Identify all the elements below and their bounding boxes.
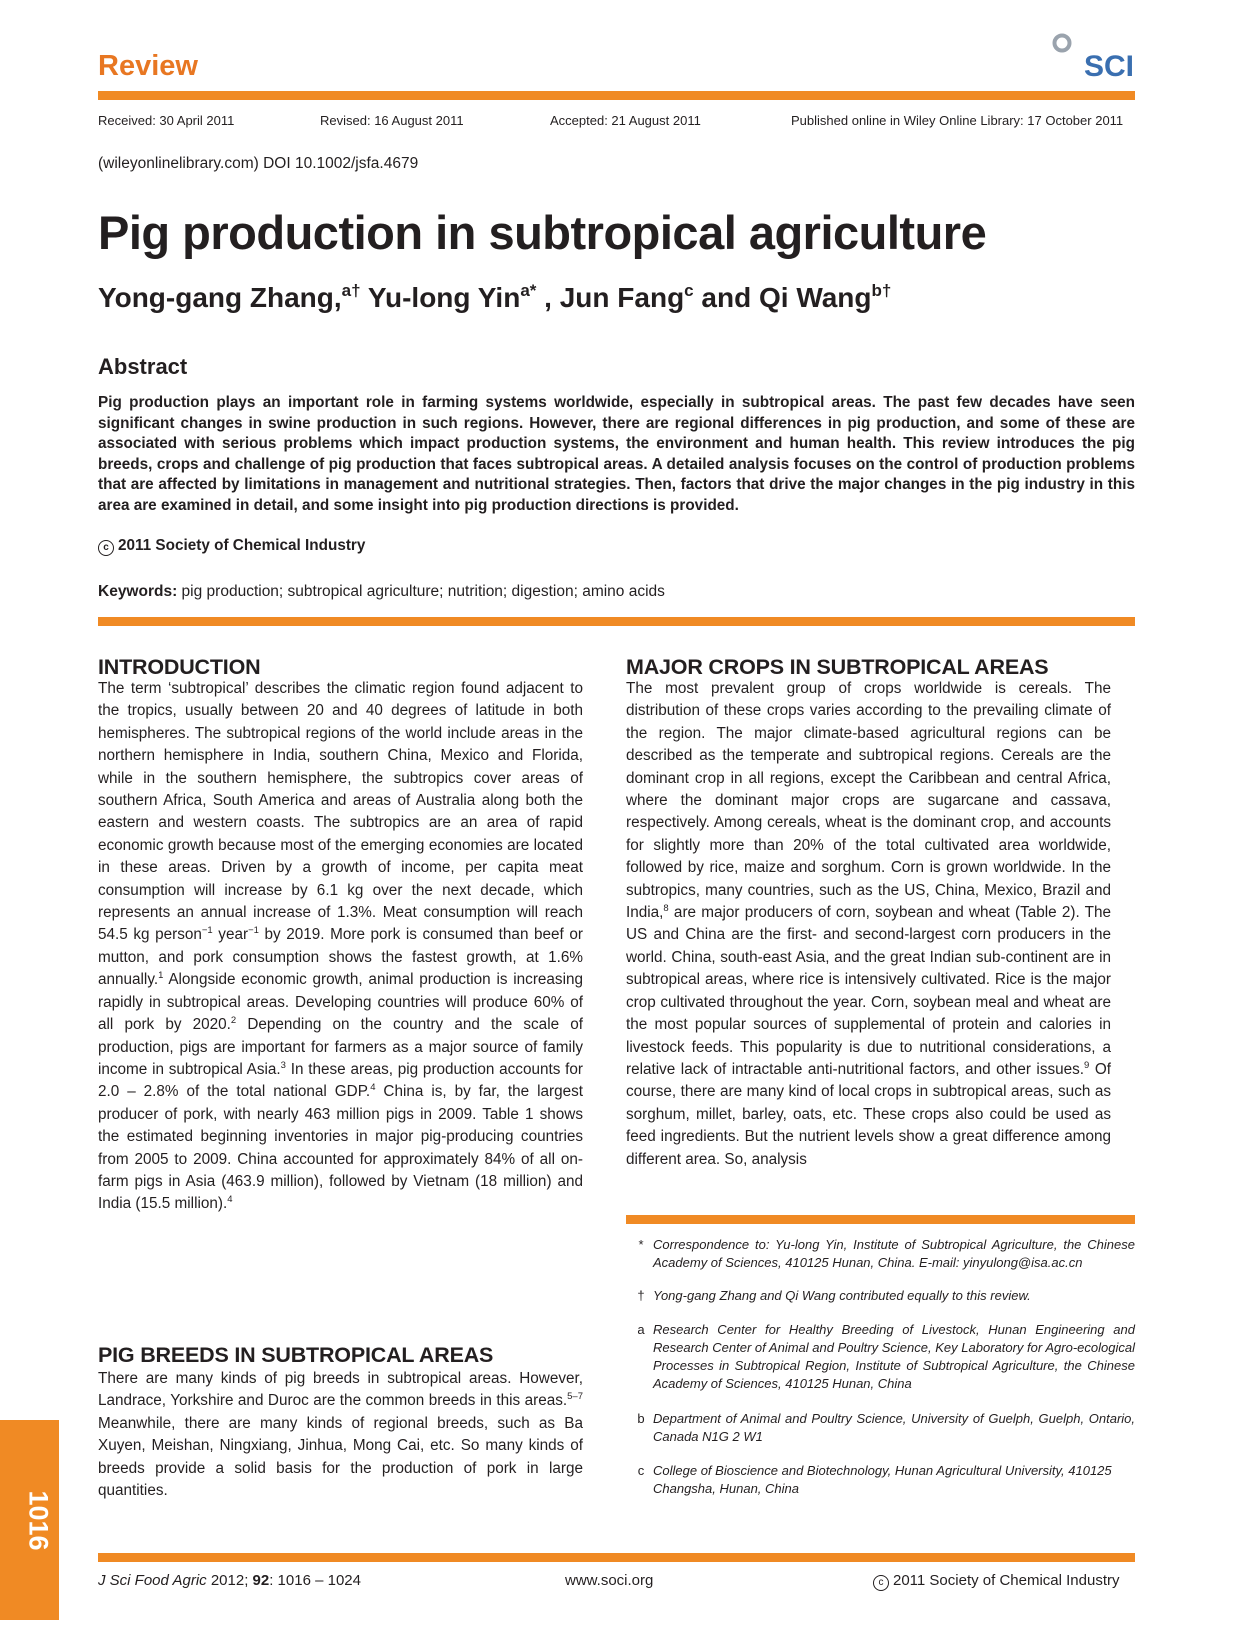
citation-superscript: 5–7 bbox=[567, 1391, 583, 1403]
header-rule bbox=[98, 91, 1135, 100]
journal-name: J Sci Food Agric bbox=[98, 1572, 207, 1589]
pig-breeds-text: There are many kinds of pig breeds in subtropical areas. However, Landrace, Yorkshire and Duroc are the common breeds in this areas.$^{5-7}$ Meanwhile, there are many kinds of regional breeds, such as Ba Xuyen, Meishan, Ningxiang, Jinhua, Mong Cai, etc. So many kinds of breeds provide a solid basis for the production of pork in large quantities. bbox=[98, 1370, 583, 1500]
footnote-mark: b bbox=[637, 1411, 645, 1426]
footnote-affiliation-a bbox=[633, 1321, 1135, 1393]
introduction-heading: INTRODUCTION bbox=[98, 655, 261, 679]
footnote-correspondence bbox=[633, 1236, 1135, 1272]
citation-superscript: −1 bbox=[248, 925, 259, 937]
abstract-rule bbox=[98, 617, 1135, 626]
journal-volume: 92 bbox=[252, 1572, 270, 1589]
sci-logo bbox=[1050, 30, 1136, 82]
journal-year: 2012; bbox=[206, 1572, 253, 1589]
footnote-affiliation-b bbox=[633, 1410, 1135, 1446]
footnote-mark: † bbox=[637, 1288, 645, 1303]
page-number: 1016 bbox=[23, 1490, 54, 1551]
keywords-text: pig production; subtropical agriculture; nutrition; digestion; amino acids bbox=[177, 583, 665, 600]
citation-superscript: −1 bbox=[201, 925, 213, 937]
citation-superscript: 8 bbox=[663, 903, 669, 915]
copyright-icon: c bbox=[873, 1575, 889, 1591]
abstract-copyright-text: 2011 Society of Chemical Industry bbox=[118, 537, 366, 554]
citation-superscript: 4 bbox=[370, 1082, 376, 1094]
section-label: Review bbox=[98, 50, 198, 82]
author-name: Yong-gang Zhang, bbox=[98, 282, 342, 313]
footnote-text: Research Center for Healthy Breeding of Livestock, Hunan Engineering and Research Center of Animal and Poultry Science, Key Laboratory for Agro-ecological Processes in Subtropical Region, Institute of Subtropical Agriculture, the Chinese Academy of Sciences, 410125 Hunan, China bbox=[653, 1322, 1135, 1391]
pig-breeds-heading: PIG BREEDS IN SUBTROPICAL AREAS bbox=[98, 1343, 494, 1367]
footnote-rule bbox=[626, 1215, 1135, 1224]
accepted-date: Accepted: 21 August 2011 bbox=[550, 113, 701, 128]
citation-superscript: 4 bbox=[227, 1194, 233, 1206]
abstract-heading: Abstract bbox=[98, 354, 188, 379]
copyright-icon: c bbox=[98, 540, 114, 556]
author-name: , Jun Fang bbox=[536, 282, 685, 313]
journal-citation bbox=[98, 1572, 361, 1589]
footnote-equal-contribution bbox=[633, 1287, 1135, 1305]
author-affiliation-mark: c bbox=[684, 281, 694, 300]
introduction-text: The term ‘subtropical’ describes the climatic region found adjacent to the tropics, usually between 20 and 40 degrees of latitude in both hemispheres. The subtropical regions of the world include areas in the northern hemisphere in India, southern China, Mexico and Florida, while in the southern hemisphere, the subtropics cover areas of southern Africa, South America and areas of Australia along both the eastern and western coasts. The subtropics are an area of rapid economic growth because most of the emerging economies are located in these areas. Driven by a growth of income, per capita meat consumption will increase by 6.1 kg over the next decade, which represents an annual increase of 1.3%. Meat consumption will reach 54.5 kg person$^{-1}$ year$^{-1}$ by 2019. More pork is consumed than beef or mutton, and pork consumption shows the fastest growth, at 1.6% annually.$^1$ Alongside economic growth, animal production is increasing rapidly in subtropical areas. Developing countries will produce 60% of all pork by 2020.$^2$ Depending on the country and the scale of production, pigs are important for farmers as a major source of family income in subtropical Asia.$^3$ In these areas, pig production accounts for 2.0 – 2.8% of the total national GDP.$^4$ China is, by far, the largest producer of pork, with nearly 463 million pigs in 2009. Table 1 shows the estimated beginning inventories in major pig-producing countries from 2005 to 2009. China accounted for approximately 84% of all on-farm pigs in Asia (463.9 million), followed by Vietnam (18 million) and India (15.5 million).$^4$ bbox=[98, 680, 583, 1213]
author-list bbox=[98, 282, 891, 314]
citation-superscript: 2 bbox=[230, 1015, 237, 1027]
author-affiliation-mark: b† bbox=[871, 281, 892, 300]
keywords bbox=[98, 583, 665, 601]
major-crops-text: The most prevalent group of crops worldwide is cereals. The distribution of these crops varies according to the prevailing climate of the region. The major climate-based agricultural regions can be described as the temperate and subtropical regions. Cereals are the dominant crop in all regions, except the Caribbean and central Africa, where the dominant major crops are sugarcane and cassava, respectively. Among cereals, wheat is the dominant crop, and accounts for slightly more than 20% of the total cultivated area worldwide, followed by rice, maize and sorghum. Corn is grown worldwide. In the subtropics, many countries, such as the US, China, Mexico, Brazil and India,$^8$ are major producers of corn, soybean and wheat (Table 2). The US and China are the first- and second-largest corn producers in the world. China, south-east Asia, and the great Indian sub-continent are in subtropical areas, where rice is intensively cultivated. Rice is the major crop cultivated throughout the year. Corn, soybean meal and wheat are the most popular sources of supplemental of protein and calories in livestock feeds. This popularity is due to nutritional considerations, a relative lack of intractable anti-nutritional factors, and other issues.$^9$ Of course, there are many kind of local crops in subtropical areas, such as sorghum, millet, barley, oats, etc. These crops also could be used as feed ingredients. But the nutrient levels show a great difference among different area. So, analysis bbox=[626, 680, 1111, 1168]
citation-superscript: 3 bbox=[280, 1059, 286, 1071]
major-crops-heading: MAJOR CROPS IN SUBTROPICAL AREAS bbox=[626, 655, 1049, 679]
revised-date: Revised: 16 August 2011 bbox=[320, 113, 464, 128]
author-affiliation-mark: a† bbox=[341, 281, 361, 300]
footnote-affiliation-c bbox=[633, 1462, 1135, 1498]
keywords-label: Keywords: bbox=[98, 583, 178, 600]
author-name: Yu-long Yin bbox=[360, 282, 521, 313]
footnote-mark: a bbox=[637, 1322, 645, 1337]
author-affiliation-mark: a* bbox=[520, 281, 537, 300]
footnote-text: Yong-gang Zhang and Qi Wang contributed equally to this review. bbox=[653, 1288, 1031, 1303]
paper-title: Pig production in subtropical agriculture bbox=[98, 206, 987, 259]
footnote-text: Correspondence to: Yu-long Yin, Institute of Subtropical Agriculture, the Chinese Academy of Sciences, 410125 Hunan, China. E-mail: yinyulong@isa.ac.cn bbox=[653, 1237, 1135, 1270]
received-date: Received: 30 April 2011 bbox=[98, 113, 235, 128]
footer-copyright bbox=[873, 1572, 1120, 1591]
author-name: and Qi Wang bbox=[693, 282, 872, 313]
footer-rule bbox=[98, 1553, 1135, 1562]
footnote-mark: * bbox=[638, 1237, 644, 1252]
published-date: Published online in Wiley Online Library: 17 October 2011 bbox=[791, 113, 1124, 128]
footnote-text: College of Bioscience and Biotechnology, Hunan Agricultural University, 410125 Changsha, Hunan, China bbox=[653, 1463, 1112, 1496]
society-website: www.soci.org bbox=[565, 1572, 654, 1589]
journal-pages: : 1016 – 1024 bbox=[269, 1572, 361, 1589]
abstract-copyright bbox=[98, 537, 365, 556]
sci-logo-text: SCI bbox=[1083, 50, 1134, 82]
footer-copyright-text: 2011 Society of Chemical Industry bbox=[893, 1572, 1120, 1589]
citation-superscript: 1 bbox=[158, 970, 164, 982]
footnote-mark: c bbox=[637, 1463, 645, 1478]
footnote-text: Department of Animal and Poultry Science, University of Guelph, Guelph, Ontario, Canada N1G 2 W1 bbox=[653, 1411, 1135, 1444]
citation-superscript: 9 bbox=[1084, 1059, 1090, 1071]
doi-line: (wileyonlinelibrary.com) DOI 10.1002/jsfa.4679 bbox=[98, 155, 419, 172]
abstract-text: Pig production plays an important role in farming systems worldwide, especially in subtropical areas. The past few decades have seen significant changes in swine production in such regions. However, there are regional differences in pig production, and some of these are associated with serious problems which impact production systems, the environment and human health. This review introduces the pig breeds, crops and challenge of pig production that faces subtropical areas. A detailed analysis focuses on the control of production problems that are affected by limitations in management and nutritional strategies. Then, factors that drive the major changes in the pig industry in this area are examined in detail, and some insight into pig production directions is provided. bbox=[98, 394, 1135, 514]
